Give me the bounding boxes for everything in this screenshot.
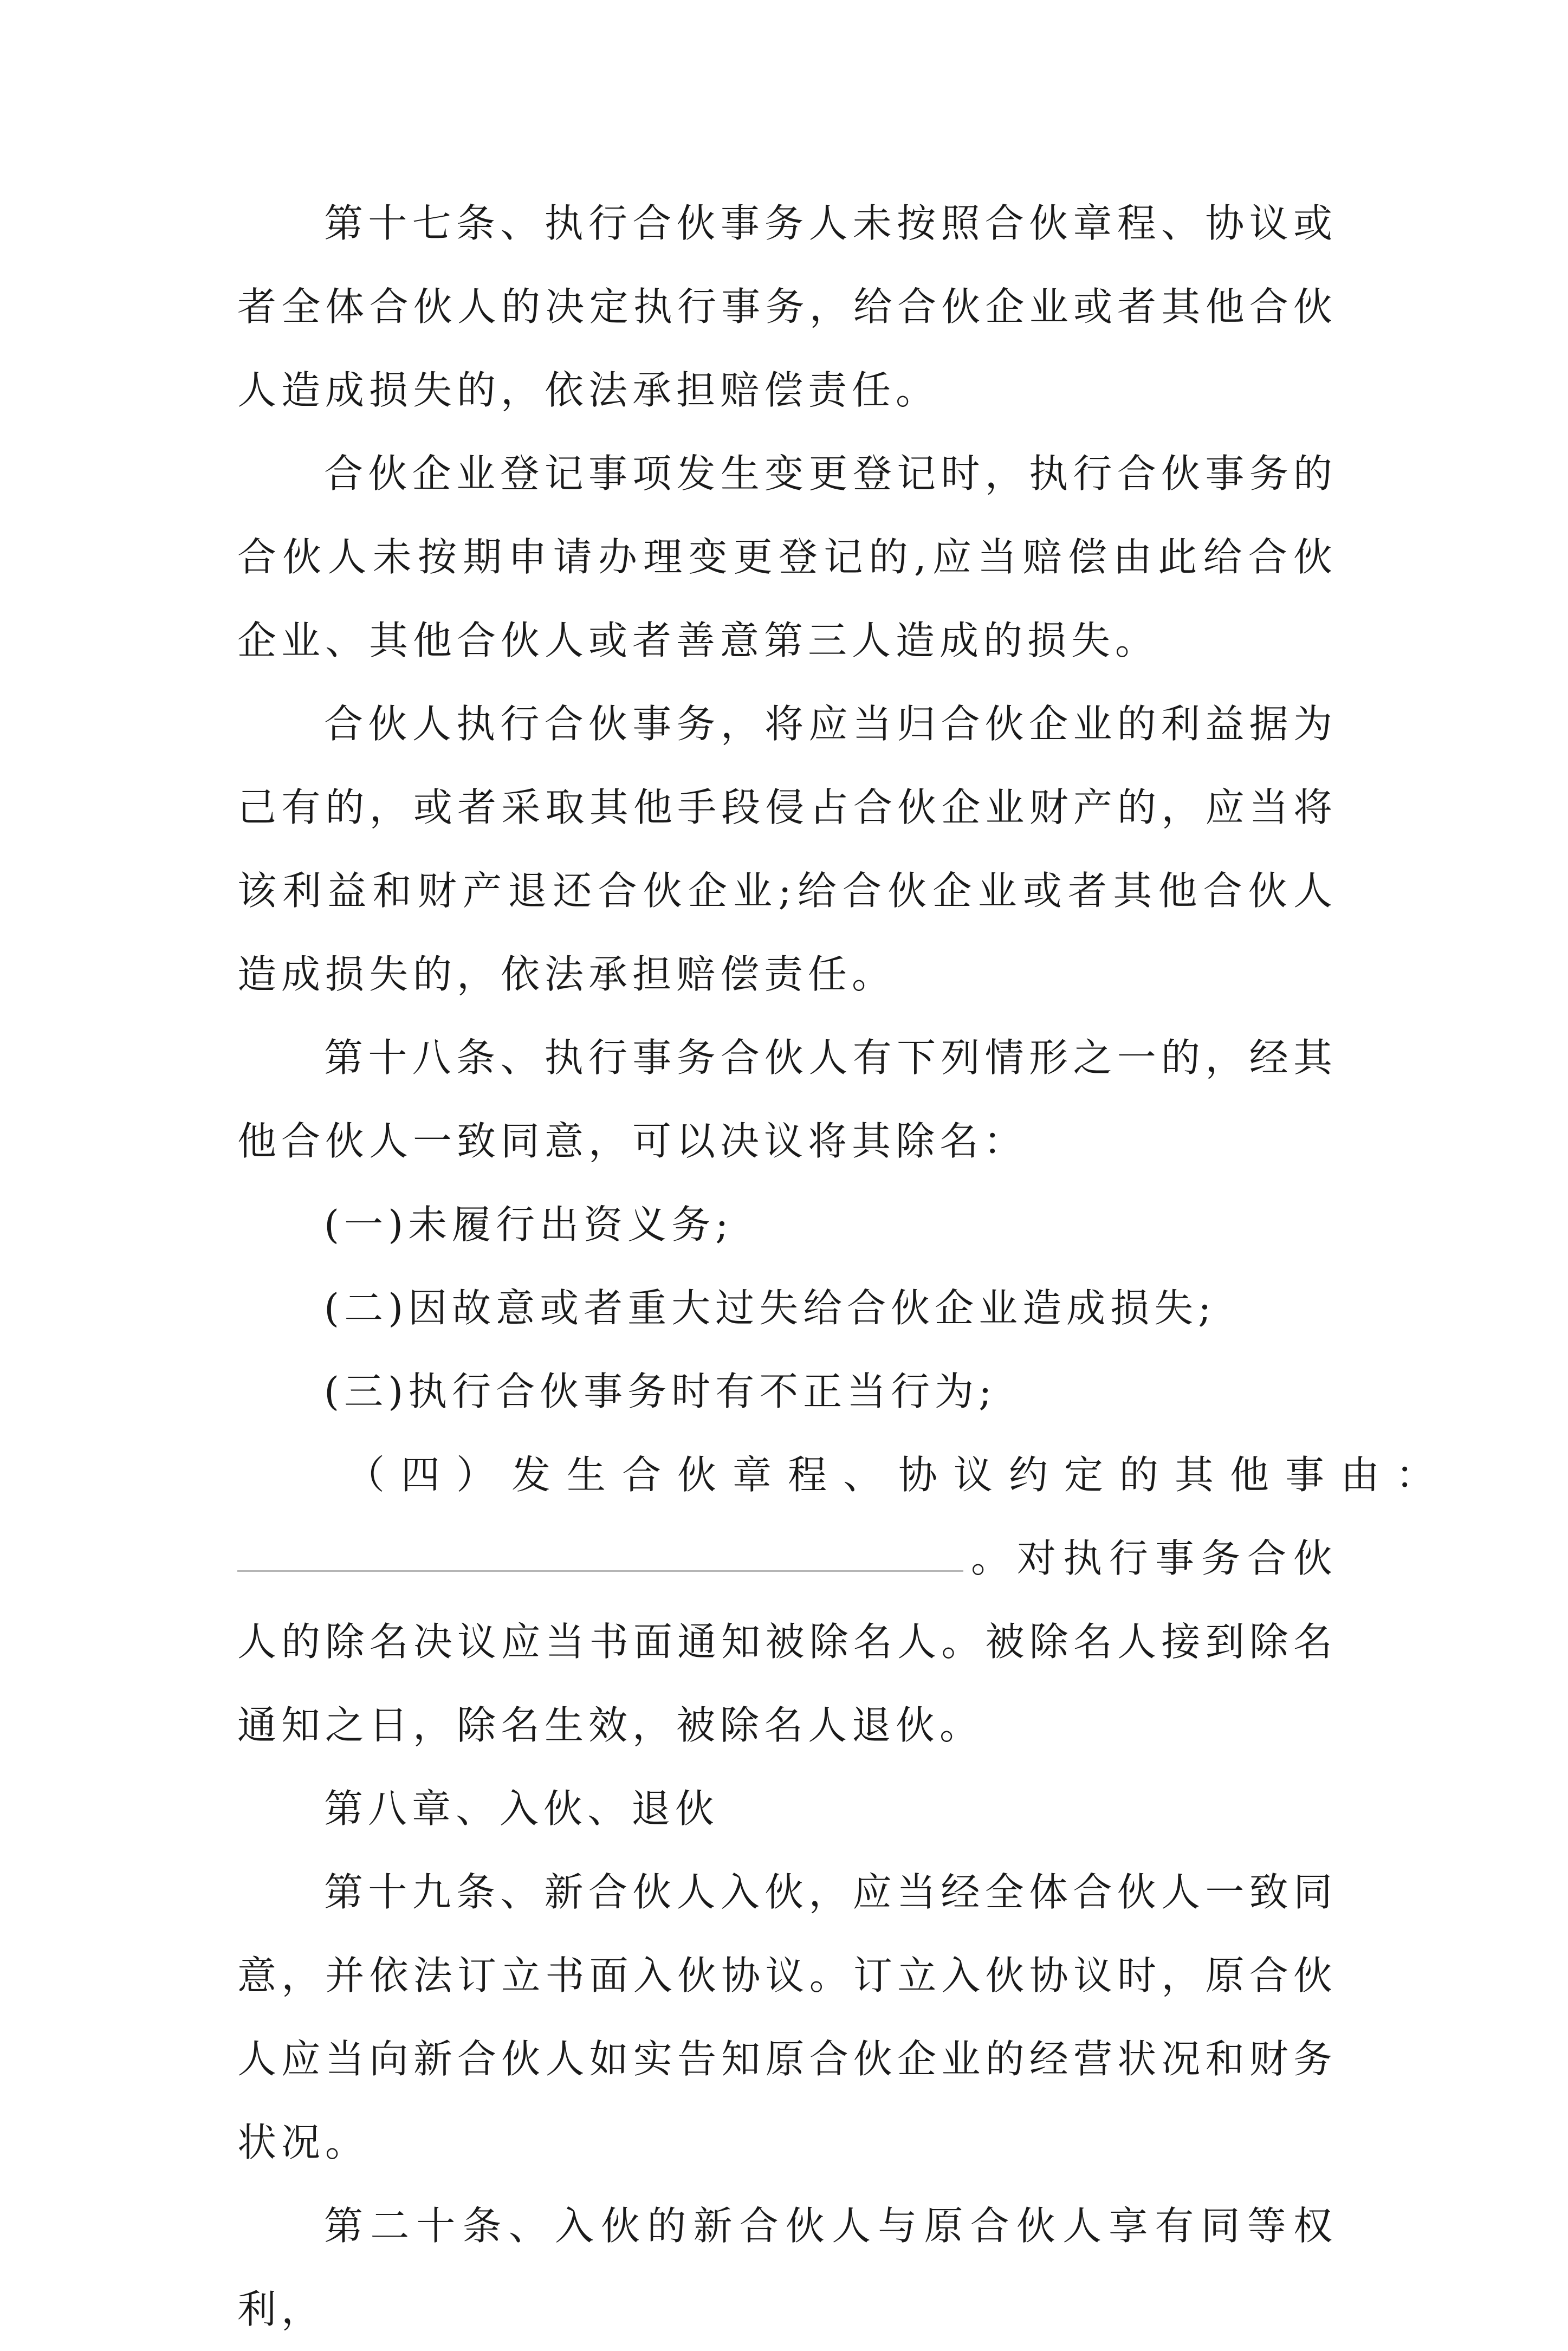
item-4-paragraph [237,1433,1452,1767]
item-4-tail: 。对执行事务合伙人的除名决议应当书面通知被除名人。被除名人接到除名通知之日，除名生效，被除名人退伙。 [237,1536,1337,1748]
item-4-head: （四）发生合伙章程、协议约定的其他事由： [346,1452,1452,1498]
item-2-paragraph: (二)因故意或者重大过失给合伙企业造成损失; [324,1285,1216,1331]
registration-change-paragraph: 合伙企业登记事项发生变更登记时，执行合伙事务的合伙人未按期申请办理变更登记的,应当赔偿由此给合伙企业、其他合伙人或者善意第三人造成的损失。 [237,451,1337,663]
article-17-paragraph: 第十七条、执行合伙事务人未按照合伙章程、协议或者全体合伙人的决定执行事务，给合伙企业或者其他合伙人造成损失的，依法承担赔偿责任。 [237,200,1337,413]
chapter-8-heading: 第八章、入伙、退伙 [324,1786,720,1831]
article-20-paragraph: 第二十条、入伙的新合伙人与原合伙人享有同等权利， [237,2203,1337,2332]
article-18-paragraph: 第十八条、执行事务合伙人有下列情形之一的，经其他合伙人一致同意，可以决议将其除名： [237,1035,1337,1164]
fill-in-blank[interactable] [237,1532,963,1572]
document-body [237,182,1452,2351]
item-3-paragraph: (三)执行合伙事务时有不正当行为; [324,1369,997,1414]
item-1-paragraph: (一)未履行出资义务; [324,1202,734,1247]
misappropriation-paragraph: 合伙人执行合伙事务，将应当归合伙企业的利益据为己有的，或者采取其他手段侵占合伙企业财产的，应当将该利益和财产退还合伙企业;给合伙企业或者其他合伙人造成损失的，依法承担赔偿责任。 [237,701,1337,997]
article-19-paragraph: 第十九条、新合伙人入伙，应当经全体合伙人一致同意，并依法订立书面入伙协议。订立入伙协议时，原合伙人应当向新合伙人如实告知原合伙企业的经营状况和财务状况。 [237,1869,1337,2165]
